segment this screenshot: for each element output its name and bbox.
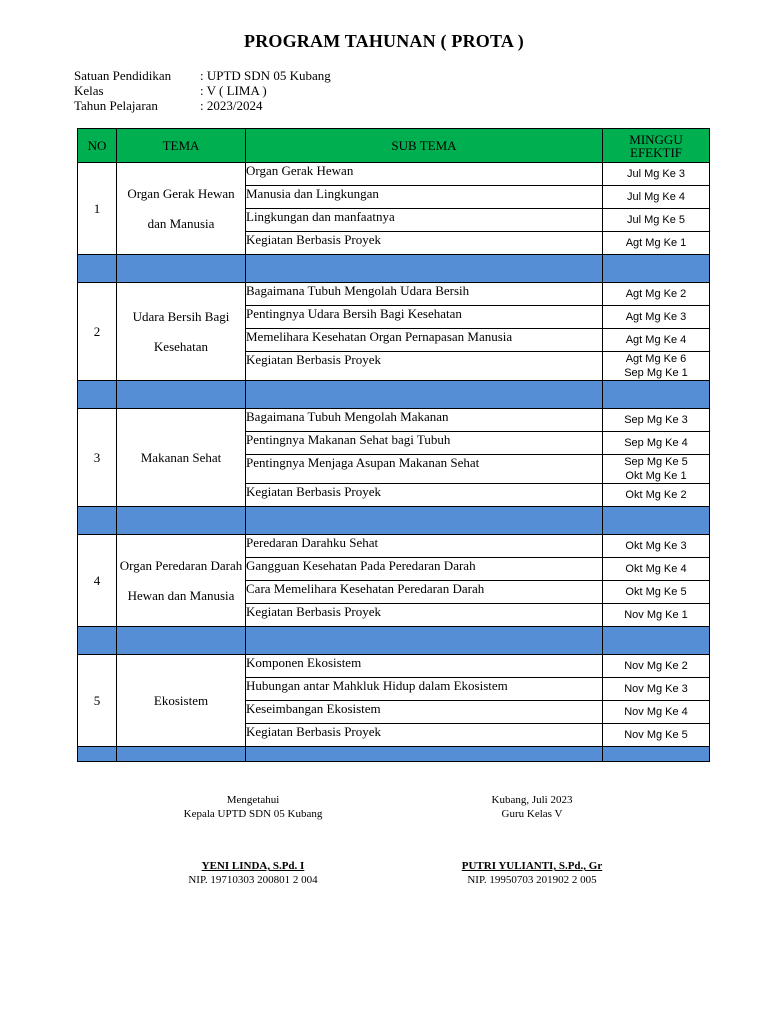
separator-cell xyxy=(117,507,246,535)
cell-subtema: Manusia dan Lingkungan xyxy=(246,186,603,209)
cell-tema: Udara Bersih Bagi Kesehatan xyxy=(117,283,246,381)
cell-minggu-efektif xyxy=(603,306,710,329)
cell-minggu-efektif xyxy=(603,352,710,381)
minggu-value: Agt Mg Ke 1 xyxy=(625,237,687,249)
signature-position: Guru Kelas V xyxy=(501,808,563,820)
prota-table xyxy=(77,128,710,762)
cell-tema: Organ Gerak Hewan dan Manusia xyxy=(117,163,246,255)
minggu-value: Agt Mg Ke 4 xyxy=(625,334,687,346)
separator-cell xyxy=(603,255,710,283)
separator-cell xyxy=(603,627,710,655)
cell-minggu-efektif xyxy=(603,558,710,581)
cell-no: 5 xyxy=(78,655,117,747)
separator-cell xyxy=(603,747,710,762)
document-title: PROGRAM TAHUNAN ( PROTA ) xyxy=(244,31,524,51)
separator-row xyxy=(78,507,710,535)
separator-cell xyxy=(78,255,117,283)
separator-cell xyxy=(246,381,603,409)
cell-minggu-efektif xyxy=(603,655,710,678)
cell-subtema: Komponen Ekosistem xyxy=(246,655,603,678)
separator-cell xyxy=(603,381,710,409)
minggu-value: Agt Mg Ke 6 xyxy=(625,353,687,365)
signature-left xyxy=(150,793,356,887)
minggu-value: Nov Mg Ke 5 xyxy=(624,729,688,741)
cell-subtema: Gangguan Kesehatan Pada Peredaran Darah xyxy=(246,558,603,581)
table-row xyxy=(78,163,710,186)
minggu-value: Okt Mg Ke 1 xyxy=(625,470,687,482)
cell-subtema: Peredaran Darahku Sehat xyxy=(246,535,603,558)
minggu-value: Nov Mg Ke 1 xyxy=(624,609,688,621)
cell-minggu-efektif xyxy=(603,678,710,701)
cell-subtema: Lingkungan dan manfaatnya xyxy=(246,209,603,232)
separator-cell xyxy=(117,255,246,283)
cell-no: 1 xyxy=(78,163,117,255)
signature-name: PUTRI YULIANTI, S.Pd., Gr xyxy=(461,860,603,872)
signature-name: YENI LINDA, S.Pd. I xyxy=(201,860,305,872)
cell-subtema: Kegiatan Berbasis Proyek xyxy=(246,232,603,255)
cell-minggu-efektif xyxy=(603,484,710,507)
cell-subtema: Kegiatan Berbasis Proyek xyxy=(246,352,603,381)
separator-cell xyxy=(78,507,117,535)
signature-nip: NIP. 19950703 201902 2 005 xyxy=(467,874,597,886)
separator-cell xyxy=(78,627,117,655)
cell-subtema: Bagaimana Tubuh Mengolah Makanan xyxy=(246,409,603,432)
signature-right xyxy=(430,793,634,887)
cell-no: 3 xyxy=(78,409,117,507)
cell-subtema: Cara Memelihara Kesehatan Peredaran Darah xyxy=(246,581,603,604)
minggu-value: Jul Mg Ke 4 xyxy=(626,191,686,203)
meta-label: Satuan Pendidikan xyxy=(74,68,172,83)
cell-subtema: Keseimbangan Ekosistem xyxy=(246,701,603,724)
cell-subtema: Kegiatan Berbasis Proyek xyxy=(246,484,603,507)
cell-tema: Ekosistem xyxy=(117,655,246,747)
meta-label: Tahun Pelajaran xyxy=(74,98,158,113)
cell-subtema: Memelihara Kesehatan Organ Pernapasan Manusia xyxy=(246,329,603,352)
minggu-value: Nov Mg Ke 3 xyxy=(624,683,688,695)
minggu-value: Okt Mg Ke 4 xyxy=(625,563,687,575)
minggu-value: Okt Mg Ke 2 xyxy=(625,489,687,501)
table-header-row xyxy=(78,129,710,163)
minggu-value: Jul Mg Ke 5 xyxy=(626,214,686,226)
table-row xyxy=(78,409,710,432)
cell-subtema: Kegiatan Berbasis Proyek xyxy=(246,724,603,747)
cell-minggu-efektif xyxy=(603,701,710,724)
signature-caption: Mengetahui xyxy=(226,794,280,806)
cell-subtema: Kegiatan Berbasis Proyek xyxy=(246,604,603,627)
separator-cell xyxy=(246,627,603,655)
cell-minggu-efektif xyxy=(603,163,710,186)
separator-cell xyxy=(246,507,603,535)
separator-row xyxy=(78,747,710,762)
header-no: NO xyxy=(78,129,117,163)
minggu-value: Nov Mg Ke 2 xyxy=(624,660,688,672)
header-minggu-efektif: MINGGU EFEKTIF xyxy=(603,129,710,163)
minggu-value: Sep Mg Ke 3 xyxy=(624,414,688,426)
cell-minggu-efektif xyxy=(603,329,710,352)
minggu-value: Nov Mg Ke 4 xyxy=(624,706,688,718)
minggu-value: Agt Mg Ke 2 xyxy=(625,288,687,300)
cell-subtema: Pentingnya Menjaga Asupan Makanan Sehat xyxy=(246,455,603,484)
cell-minggu-efektif xyxy=(603,283,710,306)
cell-subtema: Bagaimana Tubuh Mengolah Udara Bersih xyxy=(246,283,603,306)
separator-cell xyxy=(78,747,117,762)
cell-minggu-efektif xyxy=(603,535,710,558)
minggu-value: Okt Mg Ke 3 xyxy=(625,540,687,552)
cell-minggu-efektif xyxy=(603,186,710,209)
cell-minggu-efektif xyxy=(603,455,710,484)
table-row xyxy=(78,283,710,306)
cell-minggu-efektif xyxy=(603,209,710,232)
cell-tema: Makanan Sehat xyxy=(117,409,246,507)
table-row xyxy=(78,655,710,678)
cell-no: 4 xyxy=(78,535,117,627)
separator-cell xyxy=(78,381,117,409)
minggu-value: Sep Mg Ke 1 xyxy=(624,367,688,379)
meta-value: : UPTD SDN 05 Kubang xyxy=(200,68,331,83)
cell-minggu-efektif xyxy=(603,604,710,627)
separator-cell xyxy=(246,255,603,283)
separator-cell xyxy=(117,381,246,409)
minggu-value: Okt Mg Ke 5 xyxy=(625,586,687,598)
minggu-value: Agt Mg Ke 3 xyxy=(625,311,687,323)
meta-label: Kelas xyxy=(74,83,104,98)
meta-value: : 2023/2024 xyxy=(200,98,263,113)
separator-cell xyxy=(117,747,246,762)
separator-cell xyxy=(246,747,603,762)
minggu-value: Jul Mg Ke 3 xyxy=(626,168,686,180)
cell-subtema: Hubungan antar Mahkluk Hidup dalam Ekosistem xyxy=(246,678,603,701)
separator-row xyxy=(78,255,710,283)
cell-minggu-efektif xyxy=(603,581,710,604)
cell-minggu-efektif xyxy=(603,232,710,255)
minggu-value: Sep Mg Ke 5 xyxy=(624,456,688,468)
cell-minggu-efektif xyxy=(603,409,710,432)
cell-minggu-efektif xyxy=(603,432,710,455)
cell-subtema: Organ Gerak Hewan xyxy=(246,163,603,186)
signature-nip: NIP. 19710303 200801 2 004 xyxy=(188,874,318,886)
cell-subtema: Pentingnya Udara Bersih Bagi Kesehatan xyxy=(246,306,603,329)
separator-row xyxy=(78,381,710,409)
cell-no: 2 xyxy=(78,283,117,381)
header-tema: TEMA xyxy=(117,129,246,163)
separator-cell xyxy=(603,507,710,535)
table-row xyxy=(78,535,710,558)
minggu-value: Sep Mg Ke 4 xyxy=(624,437,688,449)
signature-position: Kepala UPTD SDN 05 Kubang xyxy=(183,808,323,820)
header-subtema: SUB TEMA xyxy=(246,129,603,163)
separator-cell xyxy=(117,627,246,655)
separator-row xyxy=(78,627,710,655)
cell-minggu-efektif xyxy=(603,724,710,747)
cell-subtema: Pentingnya Makanan Sehat bagi Tubuh xyxy=(246,432,603,455)
meta-value: : V ( LIMA ) xyxy=(200,83,267,98)
cell-tema: Organ Peredaran Darah Hewan dan Manusia xyxy=(117,535,246,627)
table-body xyxy=(78,163,710,762)
signature-place-date: Kubang, Juli 2023 xyxy=(491,794,573,806)
